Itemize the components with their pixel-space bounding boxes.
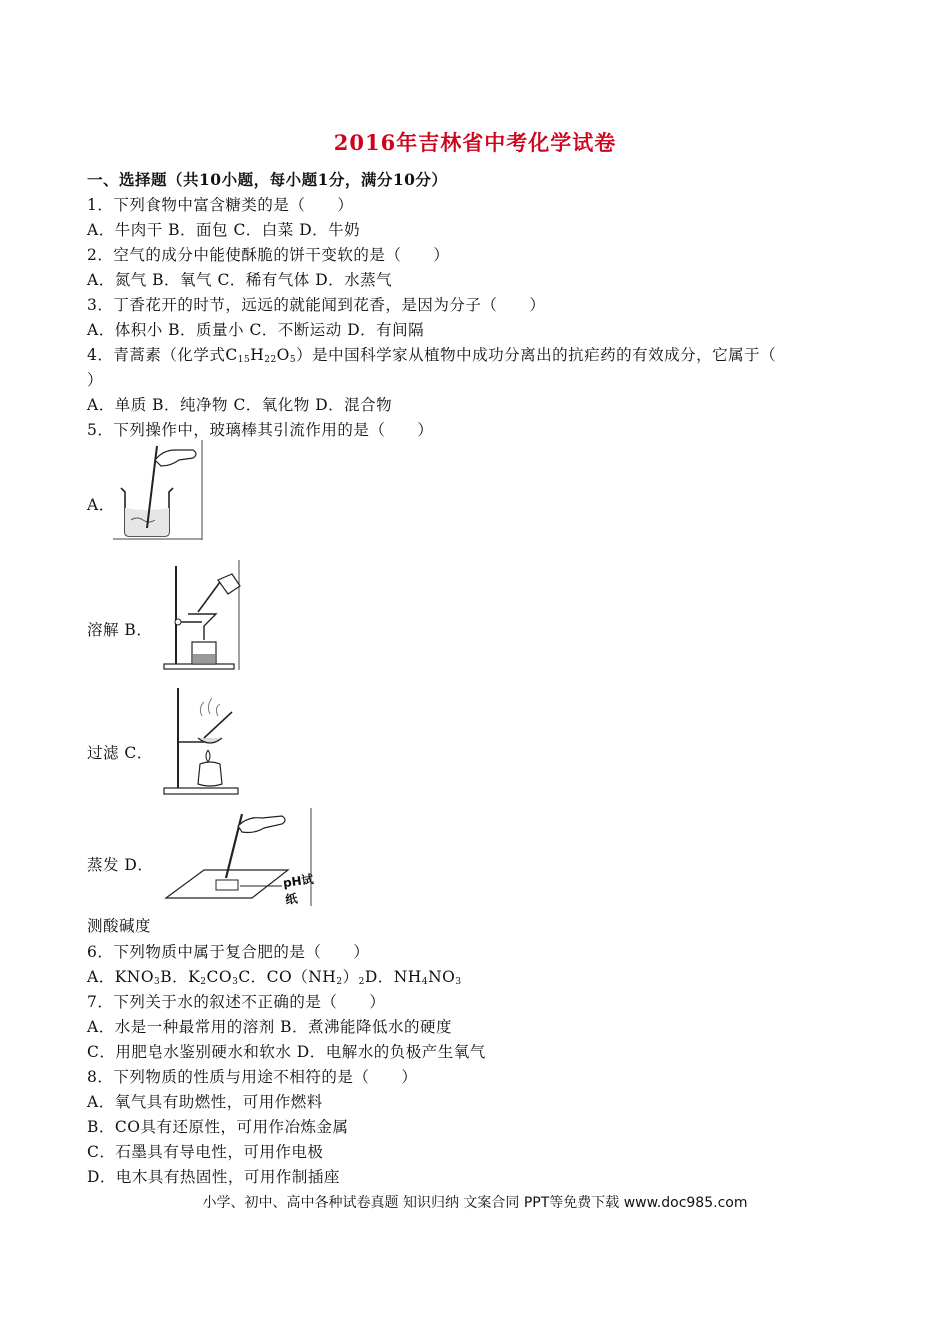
option-d: D．NH [364,968,422,986]
formula-sub: 22 [264,355,277,365]
formula-sub: 3 [154,977,161,987]
question-1: 1．下列食物中富含糖类的是（ ） [87,196,354,214]
formula-sub: 2 [336,977,343,987]
formula-sub: 2 [358,977,365,987]
question-2-options: A．氮气 B．氧气 C．稀有气体 D．水蒸气 [87,271,393,289]
page-title: 2016年吉林省中考化学试卷 [333,130,617,155]
question-4-rest: ）是中国科学家从植物中成功分离出的抗疟药的有效成分，它属于（ [296,346,777,364]
section-heading: 一、选择题（共10小题，每小题1分，满分10分） [87,170,448,189]
question-4 [87,343,776,365]
question-5-option-a-label: A． [87,496,115,514]
question-4-prefix: 4．青蒿素（化学式C [87,346,238,364]
formula-element: H [250,346,265,364]
question-1-options: A．牛肉干 B．面包 C．白菜 D．牛奶 [87,221,361,239]
footer-text: 小学、初中、高中各种试卷真题 知识归纳 文案合同 PPT等免费下载 www.doc985.com [202,1195,748,1211]
question-7: 7．下列关于水的叙述不正确的是（ ） [87,993,386,1011]
formula-sub: 3 [232,977,239,987]
question-5-option-b-label: 溶解 B． [87,621,153,639]
question-3: 3．丁香花开的时节，远远的就能闻到花香，是因为分子（ ） [87,296,546,314]
question-5: 5．下列操作中，玻璃棒其引流作用的是（ ） [87,421,434,439]
question-5-option-d-label: 蒸发 D． [87,856,154,874]
formula-sub: 4 [421,977,429,987]
question-4-continued: ） [87,371,104,389]
option-b: B．K [160,968,201,986]
filtration-figure [158,560,243,672]
formula-sub: 15 [237,355,251,365]
formula-element: O [276,346,290,364]
formula-element: ） [342,968,359,986]
question-5-option-d-caption: 测酸碱度 [87,917,152,935]
question-6-options [87,965,462,987]
formula-element: CO [206,968,233,986]
question-8-option-b: B．CO具有还原性，可用作冶炼金属 [87,1118,349,1136]
option-c: C．CO（NH [238,968,337,986]
question-7-options-ab: A．水是一种最常用的溶剂 B．煮沸能降低水的硬度 [87,1018,453,1036]
question-7-options-cd: C．用肥皂水鉴别硬水和软水 D．电解水的负极产生氧气 [87,1043,486,1061]
question-8: 8．下列物质的性质与用途不相符的是（ ） [87,1068,418,1086]
question-5-option-c-label: 过滤 C． [87,744,153,762]
question-8-option-a: A．氧气具有助燃性，可用作燃料 [87,1093,323,1111]
formula-sub: 3 [455,977,462,987]
formula-element: NO [428,968,456,986]
ph-test-figure [160,808,315,908]
ph-paper-label: pH试纸 [282,872,315,908]
formula-sub: 2 [200,977,207,987]
evaporation-figure [162,686,242,798]
question-6: 6．下列物质中属于复合肥的是（ ） [87,943,370,961]
question-3-options: A．体积小 B．质量小 C．不断运动 D．有间隔 [87,321,425,339]
dissolving-figure [113,440,205,540]
question-2: 2．空气的成分中能使酥脆的饼干变软的是（ ） [87,246,450,264]
question-8-option-d: D．电木具有热固性，可用作制插座 [87,1168,340,1186]
question-4-options: A．单质 B．纯净物 C．氧化物 D．混合物 [87,396,393,414]
question-8-option-c: C．石墨具有导电性，可用作电极 [87,1143,324,1161]
formula-sub: 5 [289,355,297,365]
option-a: A．KNO [87,968,155,986]
